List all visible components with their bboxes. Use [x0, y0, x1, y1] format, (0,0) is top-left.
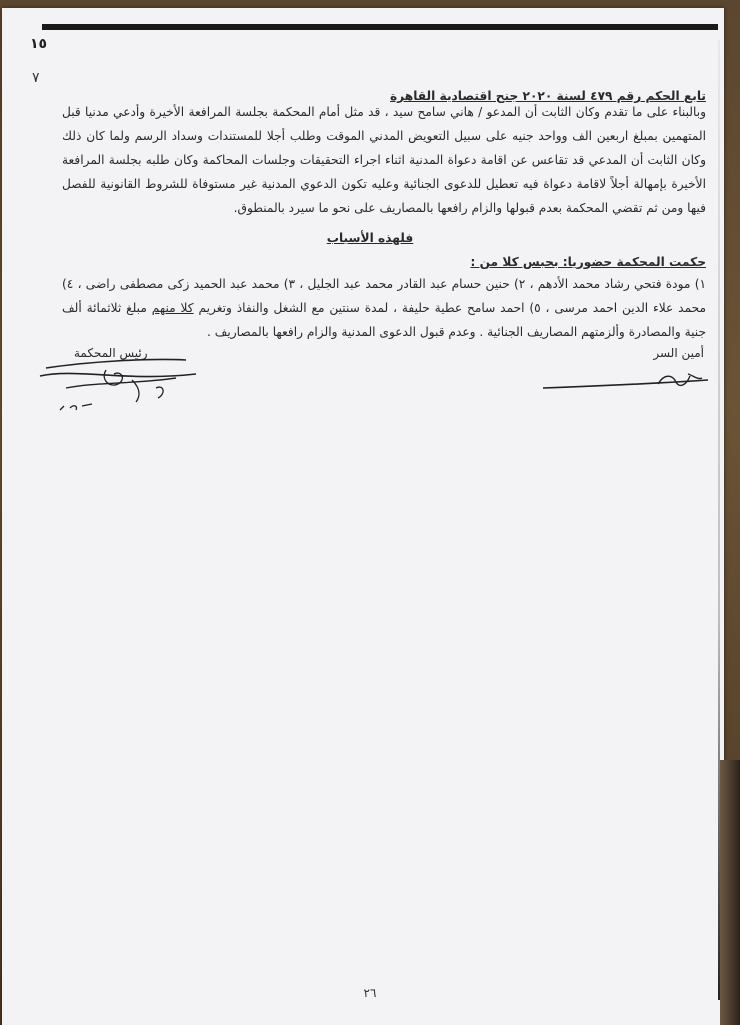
verdict-text-2: مبلغ ثلاثمائة ألف جنية والمصادرة وألزمتهم المصاريف الجنائية . وعدم قبول الدعوى المدنية والزام رافعها بالمصاريف . [62, 301, 706, 339]
reasoning-text: وبالبناء على ما تقدم وكان الثابت أن المدعو / هاني سامح سيد ، قد مثل أمام المحكمة بجلسة المرافعة الأخيرة وأدعي مدنيا قبل المتهمين بمبلغ اربعين الف وواحد جنيه على سبيل التعويض المدني الموقت وطلب أجلا للمستندات وسداد الرسم ولما كان ذلك وكان الثابت أن المدعي قد تقاعس عن اقامة دعواة المدنية اثناء اجراء التحقيقات وجلسات المحاكمة وكان طلبه بجلسة المرافعة الأخيرة بإمهالة أجلاً لاقامة دعواة فيه تعطيل للدعوى الجنائية وعليه تكون الدعوي المدنية غير مستوفاة للشروط القانونية للفصل فيها ومن ثم تقضي المحكمة بعدم قبولها والزام رافعها بالمصاريف على نحو ما سيرد بالمنطوق. [62, 105, 706, 215]
page-top-border [42, 24, 718, 30]
verdict-paragraph [62, 272, 706, 344]
page-number: ٢٦ [363, 986, 377, 1000]
reasons-heading: فلهذه الأسباب [326, 231, 414, 245]
verdict-underlined: كلا منهم [151, 301, 194, 315]
president-label: رئيس المحكمة [74, 346, 148, 360]
corner-mark-2: ٧ [32, 70, 40, 86]
reasoning-paragraph [62, 100, 706, 220]
corner-mark: ١٥ [30, 36, 48, 52]
verdict-text-1: ١) مودة فتحي رشاد محمد الأدهم ، ٢) حنين حسام عبد القادر محمد عبد الجليل ، ٣) محمد عبد الحميد زكى مصطفى راضى ، ٤) محمد علاء الدين احمد مرسى ، ٥) احمد سامح عطية حليفة ، لمدة سنتين مع الشغل والنفاذ وتغريم [62, 277, 707, 315]
clerk-signature [538, 366, 718, 396]
case-header: تابع الحكم رقم ٤٧٩ لسنة ٢٠٢٠ جنح اقتصادية القاهرة [389, 89, 706, 103]
clerk-label: أمين السر [653, 346, 704, 360]
verdict-heading: حكمت المحكمة حضوريا: بحبس كلا من : [470, 255, 706, 269]
president-signature [36, 348, 201, 418]
